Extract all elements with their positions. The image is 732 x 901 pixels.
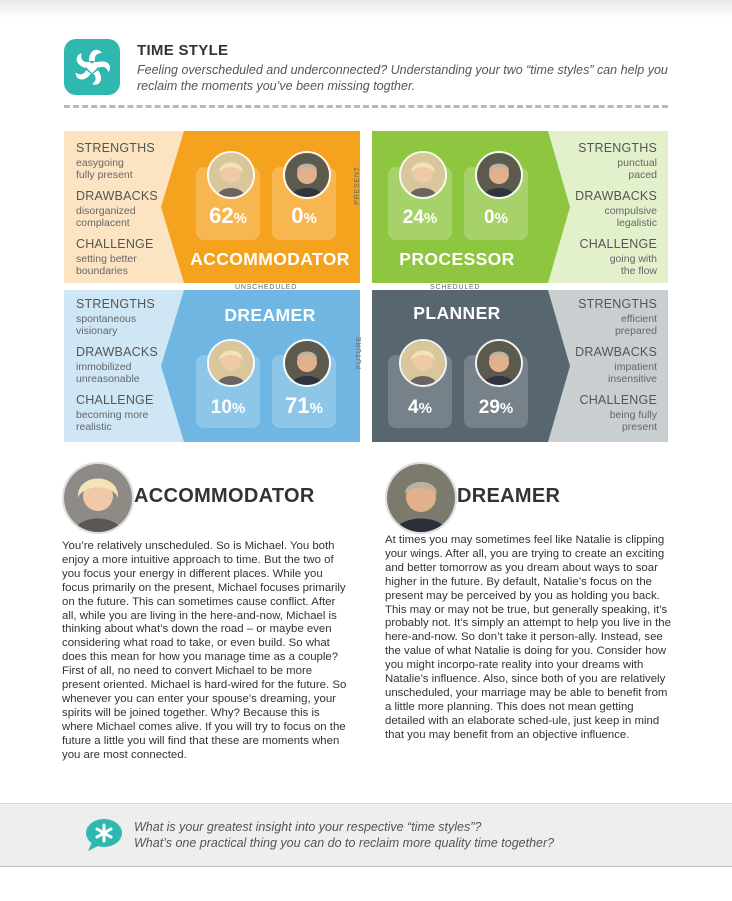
avatar-her-large <box>62 462 134 534</box>
divider <box>64 105 668 108</box>
her-style-heading: ACCOMMODATOR <box>134 485 315 507</box>
avatar-him <box>475 339 523 387</box>
reflection-question-1: What is your greatest insight into your respective “time styles”? <box>134 820 482 834</box>
pinwheel-icon <box>64 39 120 95</box>
avatar-him-large <box>385 462 457 534</box>
dreamer-title: DREAMER <box>224 305 316 325</box>
logo <box>64 39 120 95</box>
him-style-body: At times you may sometimes feel like Natalie is clipping your wings. After all, you are trying to create an exciting and better tomorrow as you dream about ways to soar higher in the future. By default, Natalie’s focus on the present may be perceived by you as holding you back. This may or may not be true, but generally speaking, it’s probably not. It’s simply an attempt to help you live in the here-and-now. So don’t take it person-ally. Instead, see the value of what Natalie is doing for you. Consider how you might incorpo-rate reality into your dreams with Natalie’s influence. Also, since both of you are relatively unscheduled, your marriage may be able to benefit from a little more planning. This does not mean getting detailed with an elaborate sched-ule, just keep in mind that you may benefit from an objective influence. <box>385 534 671 741</box>
accommodator-pct-him: 0% <box>291 203 317 228</box>
top-band <box>0 0 732 18</box>
planner-title: PLANNER <box>413 303 501 323</box>
her-style-body: You’re relatively unscheduled. So is Michael. You both enjoy a more intuitive approach to time. But the two of you focus your energy in different places. While you focus primarily on the present, Michael focuses primarily on the future. This can sometimes cause conflict. After all, while you are living in the here-and-now, Michael is thinking about what’s down the road – or maybe even considering what road to take, or even build. So what does this mean for how you manage time as a couple? First of all, no need to convert Michael to be more present oriented. Michael is hard-wired for the future. So whenever you can enter your spouse’s dreaming, your spirits will be joined together. Why? Because this is where Michael comes alive. If you will try to focus on the future a little you will find that these are moments when you are most connected. <box>62 540 347 761</box>
processor-title: PROCESSOR <box>399 249 515 269</box>
speech-bubble-icon <box>84 818 124 852</box>
avatar-him <box>475 151 523 199</box>
avatar-her <box>207 151 255 199</box>
page-title: TIME STYLE <box>137 42 229 59</box>
planner-pct-her: 4% <box>408 397 432 418</box>
avatar-him <box>283 339 331 387</box>
dreamer-pct-her: 10% <box>210 397 246 418</box>
axis-present: PRESENT <box>353 166 361 205</box>
him-style-heading: DREAMER <box>457 485 561 507</box>
accommodator-title: ACCOMMODATOR <box>190 249 350 269</box>
planner-pct-him: 29% <box>478 397 514 418</box>
reflection-question-2: What’s one practical thing you can do to reclaim more quality time together? <box>134 836 555 850</box>
processor-pct-him: 0% <box>484 207 508 228</box>
accommodator-pct-her: 62% <box>209 203 247 228</box>
avatar-her <box>399 151 447 199</box>
dreamer-pct-him: 71% <box>285 393 323 418</box>
page-subtitle: Feeling overscheduled and underconnected? Understanding your two “time styles” can help you reclaim the moments you’ve been missing togther. <box>137 63 668 93</box>
avatar-him <box>283 151 331 199</box>
avatar-her <box>207 339 255 387</box>
axis-unscheduled: UNSCHEDULED <box>235 284 298 291</box>
avatar-her <box>399 339 447 387</box>
axis-scheduled: SCHEDULED <box>430 284 481 291</box>
processor-pct-her: 24% <box>402 207 438 228</box>
axis-future: FUTURE <box>356 335 364 370</box>
